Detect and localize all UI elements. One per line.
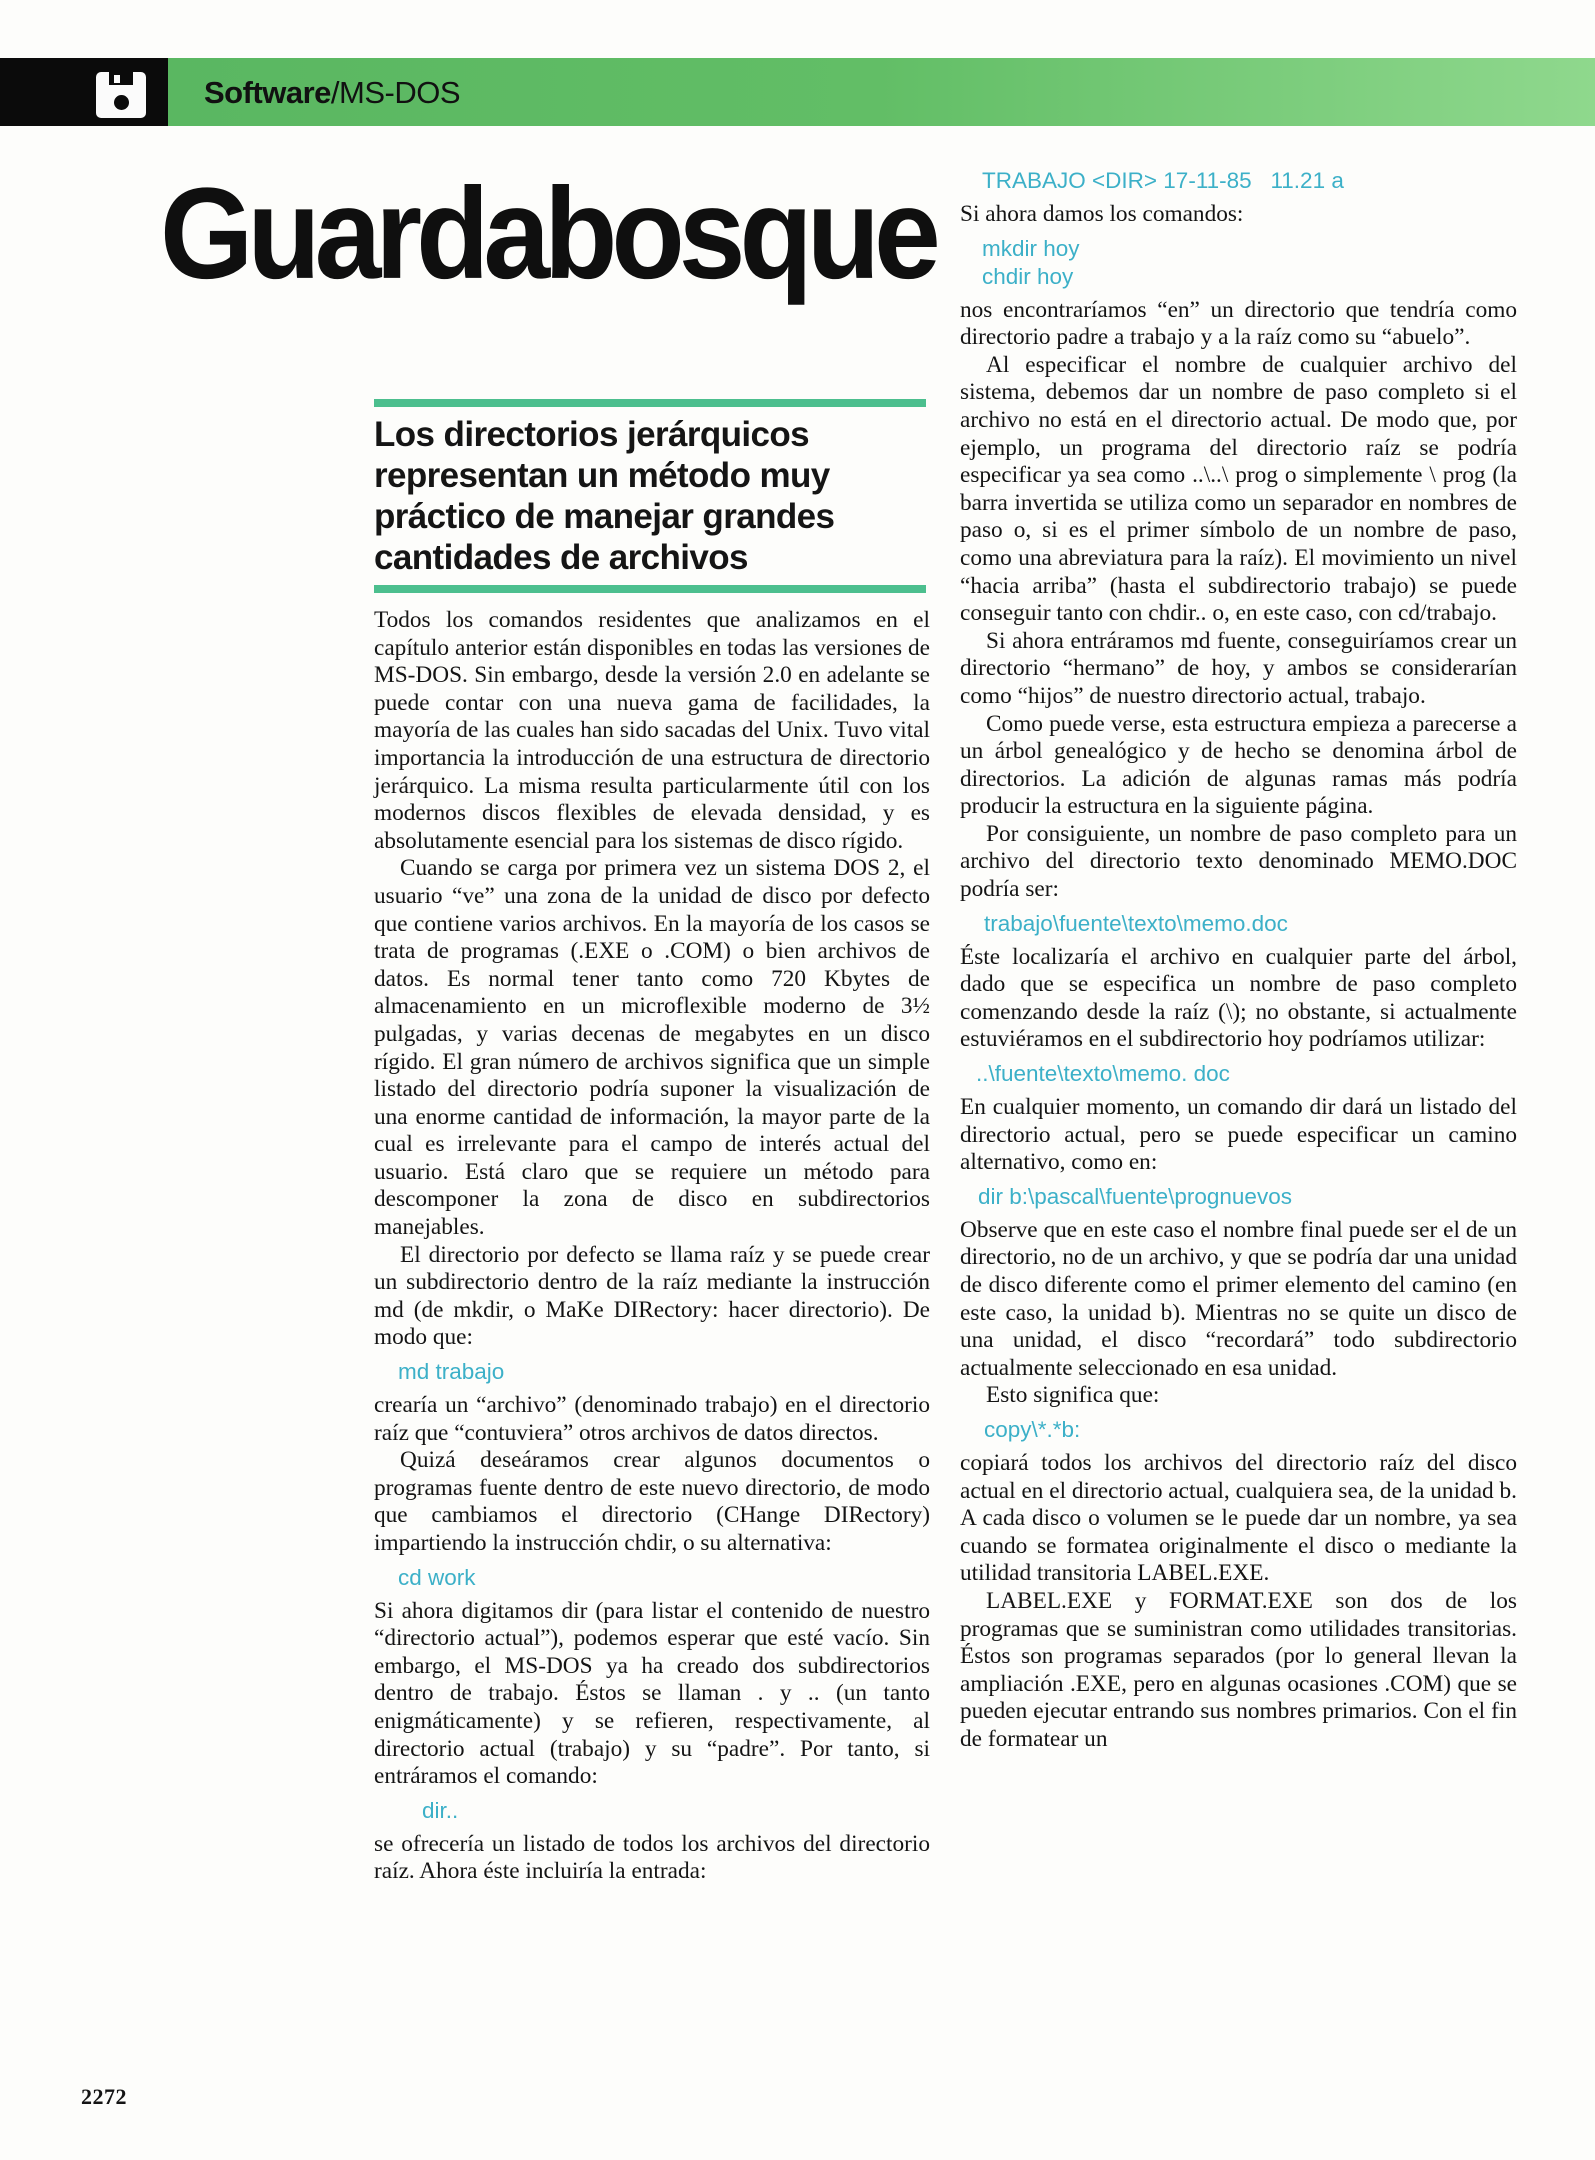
right-paragraph-8: En cualquier momento, un comando dir dará un listado del directorio actual, pero se puede especificar un camino alternativo, como en: <box>960 1094 1517 1176</box>
section-label-bold: Software <box>204 75 331 110</box>
code-full-path: trabajo\fuente\texto\memo.doc <box>984 910 1288 936</box>
left-paragraph-6: Si ahora digitamos dir (para listar el contenido de nuestro “directorio actual”), podemos esperar que esté vacío. Sin embargo, el MS-DOS ya ha creado dos subdirectorios dentro de trabajo. Éstos se llaman . y .. (un tanto enigmáticamente) y se refieren, respectivamente, al directorio actual (trabajo) y su “padre”. Por tanto, si entráramos el comando: <box>374 1597 930 1790</box>
code-md-trabajo: md trabajo <box>398 1359 505 1385</box>
right-paragraph-1: Si ahora damos los comandos: <box>960 201 1244 227</box>
code-dir-entry: TRABAJO <DIR> 17-11-85 11.21 a <box>982 168 1344 193</box>
right-paragraph-6: Por consiguiente, un nombre de paso completo para un archivo del directorio texto denominado MEMO.DOC podría ser: <box>960 820 1517 903</box>
section-label <box>204 74 460 112</box>
floppy-disk-icon <box>96 72 146 118</box>
code-dir-alternative: dir b:\pascal\fuente\prognuevos <box>978 1183 1292 1209</box>
subhead: Los directorios jerárquicos representan un método muy práctico de manejar grandes cantidades de archivos <box>374 415 835 577</box>
code-relative-path: ..\fuente\texto\memo. doc <box>976 1061 1230 1087</box>
left-paragraph-3: El directorio por defecto se llama raíz y se puede crear un subdirectorio dentro de la raíz mediante la instrucción md (de mkdir, o MaKe DIRectory: hacer directorio). De modo que: <box>374 1241 930 1351</box>
right-column <box>960 168 1517 1754</box>
left-paragraph-7: se ofrecería un listado de todos los archivos del directorio raíz. Ahora éste incluiría la entrada: <box>374 1830 930 1885</box>
code-mkdir-chdir: mkdir hoy chdir hoy <box>982 235 1080 289</box>
code-cd-work: cd work <box>398 1564 476 1590</box>
right-paragraph-2: nos encontraríamos “en” un directorio que tendría como directorio padre a trabajo y a la raíz como su “abuelo”. <box>960 296 1517 351</box>
right-paragraph-7: Éste localizaría el archivo en cualquier parte del árbol, dado que se especifica un nombre de paso completo comenzando desde la raíz (\); no obstante, si actualmente estuviéramos en el subdirectorio hoy podríamos utilizar: <box>960 943 1517 1053</box>
page-number: 2272 <box>81 2084 127 2109</box>
right-paragraph-5: Como puede verse, esta estructura empieza a parecerse a un árbol genealógico y de hecho se denomina árbol de directorios. La adición de algunas ramas más podría producir la estructura en la siguiente página. <box>960 710 1517 820</box>
section-label-rest: /MS-DOS <box>330 75 461 110</box>
left-paragraph-2: Cuando se carga por primera vez un sistema DOS 2, el usuario “ve” una zona de la unidad de disco por defecto que contiene varios archivos. En la mayoría de los casos se trata de programas (.EXE o .COM) o bien archivos de datos. Es normal tener tanto como 720 Kbytes de almacenamiento en un microflexible moderno de 3½ pulgadas, y varias decenas de megabytes en un disco rígido. El gran número de archivos significa que un simple listado del directorio podría suponer la visualización de una enorme cantidad de información, la mayor parte de la cual es irrelevante para el campo de interés actual del usuario. Está claro que se requiere un método para descomponer la zona de disco en subdirectorios manejables. <box>374 855 930 1241</box>
subhead-bottom-rule <box>374 585 926 593</box>
right-paragraph-3: Al especificar el nombre de cualquier archivo del sistema, debemos dar un nombre de paso completo si el archivo no está en el directorio actual. De modo que, por ejemplo, un programa del directorio raíz se podría especificar ya sea como ..\..\ prog o simplemente \ prog (la barra invertida se utiliza como un separador en nombres de paso o, si es el primer símbolo de un nombre de paso, como una abreviatura para la raíz). El movimiento un nivel “hacia arriba” (hasta el subdirectorio trabajo) se puede conseguir tanto con chdir.. o, en este caso, con cd/trabajo. <box>960 351 1517 627</box>
left-paragraph-5: Quizá deseáramos crear algunos documentos o programas fuente dentro de este nuevo directorio, de modo que cambiamos el directorio (CHange DIRectory) impartiendo la instrucción chdir, o su alternativa: <box>374 1447 930 1556</box>
right-paragraph-4: Si ahora entráramos md fuente, conseguiríamos crear un directorio “hermano” de hoy, y ambos se considerarían como “hijos” de nuestro directorio actual, trabajo. <box>960 627 1517 709</box>
right-paragraph-11: copiará todos los archivos del directorio raíz del disco actual en el directorio actual, cualquiera sea, de la unidad b. A cada disco o volumen se le puede dar un nombre, ya sea cuando se formatea originalmente el disco o mediante la utilidad transitoria LABEL.EXE. <box>960 1449 1517 1587</box>
right-paragraph-10: Esto significa que: <box>986 1382 1160 1409</box>
right-paragraph-12: LABEL.EXE y FORMAT.EXE son dos de los programas que se suministran como utilidades transitorias. Éstos son programas separados (por lo general llevan la ampliación .EXE, pero en algunas ocasiones .COM) que se pueden ejecutar entrando sus nombres primarios. Con el fin de formatear un <box>960 1587 1517 1752</box>
code-copy: copy\*.*b: <box>984 1416 1081 1442</box>
left-paragraph-4: crearía un “archivo” (denominado trabajo) en el directorio raíz que “contuviera” otros archivos de datos directos. <box>374 1392 930 1446</box>
code-dir-parent: dir.. <box>422 1797 459 1823</box>
article-title: Guardabosque <box>160 161 935 306</box>
left-column <box>374 607 930 1886</box>
subhead-top-rule <box>374 399 926 407</box>
left-paragraph-1: Todos los comandos residentes que analizamos en el capítulo anterior están disponibles en todas las versiones de MS-DOS. Sin embargo, desde la versión 2.0 en adelante se puede contar con una nueva gama de facilidades, la mayoría de las cuales han sido sacadas del Unix. Tuvo vital importancia la introducción de una estructura de directorio jerárquico. La misma resulta particularmente útil con los modernos discos flexibles de elevada densidad, y es absolutamente esencial para los sistemas de disco rígido. <box>374 607 930 854</box>
right-paragraph-9: Observe que en este caso el nombre final puede ser el de un directorio, no de un archivo, y que se podría dar una unidad de disco diferente como el primer elemento del camino (en este caso, la unidad b). Mientras no se quite un disco de una unidad, el disco “recordará” todo subdirectorio actualmente seleccionado en esa unidad. <box>960 1216 1517 1381</box>
